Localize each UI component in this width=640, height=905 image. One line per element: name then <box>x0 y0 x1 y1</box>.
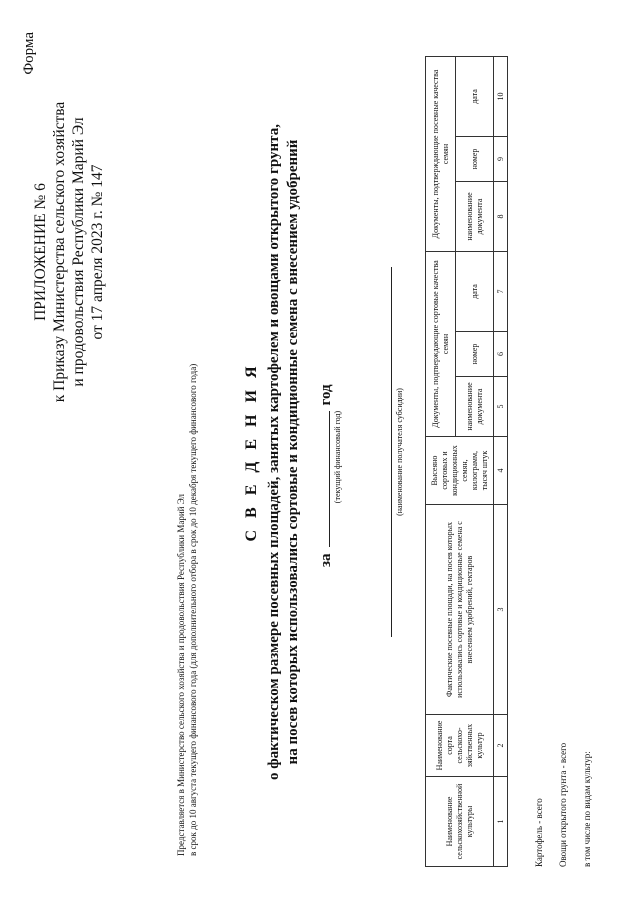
header-doc-name-1: наименование документа <box>456 377 494 437</box>
header-actual-area: Фактические посевные площади, на посев которых использовались сортовые и кондиционные семена с внесением удобрений, гектаров <box>426 505 494 715</box>
appendix-number: ПРИЛОЖЕНИЕ № 6 <box>32 183 49 321</box>
row-label-potato: Картофель - всего <box>534 798 544 867</box>
header-doc-number-1: номер <box>456 332 494 377</box>
appendix-date-line: от 17 апреля 2023 г. № 147 <box>89 164 106 340</box>
submission-note-line1: Представляется в Министерство сельского хозяйства и продовольствия Республики Марий Эл <box>176 493 186 856</box>
header-seeds-sown: Высеяно сортовых и кондиционных семян, килограмм, тысяч штук <box>426 437 494 505</box>
column-number: 5 <box>494 377 508 437</box>
period-prefix: за <box>318 553 334 567</box>
period-line <box>315 384 335 567</box>
header-doc-name-2: наименование документа <box>456 182 494 252</box>
column-number: 8 <box>494 182 508 252</box>
column-number: 6 <box>494 332 508 377</box>
header-doc-number-2: номер <box>456 137 494 182</box>
document-subtitle-line1: о фактическом размере посевных площадей, занятых картофелем и овощами открытого грунта, <box>266 124 282 780</box>
row-label-vegetables: Овощи открытого грунта - всего <box>558 742 568 867</box>
recipient-line <box>391 267 392 637</box>
header-varietal-docs: Документы, подтверждающие сортовые качества семян <box>426 252 456 437</box>
submission-note-line2: в срок до 10 августа текущего финансового года (для дополнительного отбора в срок до 10 декабря текущего финансового года) <box>188 363 198 856</box>
header-doc-date-1: дата <box>456 252 494 332</box>
column-number: 2 <box>494 715 508 777</box>
period-blank-field <box>315 411 330 547</box>
column-number: 3 <box>494 505 508 715</box>
recipient-caption: (наименование получателя субсидии) <box>395 388 404 516</box>
column-number: 7 <box>494 252 508 332</box>
header-doc-date-2: дата <box>456 57 494 137</box>
column-number: 9 <box>494 137 508 182</box>
column-number: 1 <box>494 777 508 867</box>
header-variety-name: Наименование сорта сельскохо-зяйственных культур <box>426 715 494 777</box>
period-caption: (текущий финансовый год) <box>333 410 342 504</box>
row-label-by-crop-type: в том числе по видам культур: <box>582 751 592 867</box>
period-suffix: год <box>318 384 334 406</box>
document-title: С В Е Д Е Н И Я <box>243 362 260 542</box>
header-sowing-docs: Документы, подтверждающие посевные качества семян <box>426 57 456 252</box>
appendix-order-line: к Приказу Министерства сельского хозяйства <box>51 101 68 403</box>
rotated-landscape-form <box>15 12 625 892</box>
appendix-header <box>31 72 107 432</box>
appendix-ministry-line: и продовольствия Республики Марий Эл <box>70 117 87 387</box>
document-subtitle-line2: на посев которых использовались сортовые и кондиционные семена с внесением удобрений <box>285 139 301 765</box>
data-table <box>425 56 508 867</box>
column-number: 4 <box>494 437 508 505</box>
column-number: 10 <box>494 57 508 137</box>
header-crop-name: Наименование сельскохозяйственной культуры <box>426 777 494 867</box>
form-label: Форма <box>21 32 37 75</box>
